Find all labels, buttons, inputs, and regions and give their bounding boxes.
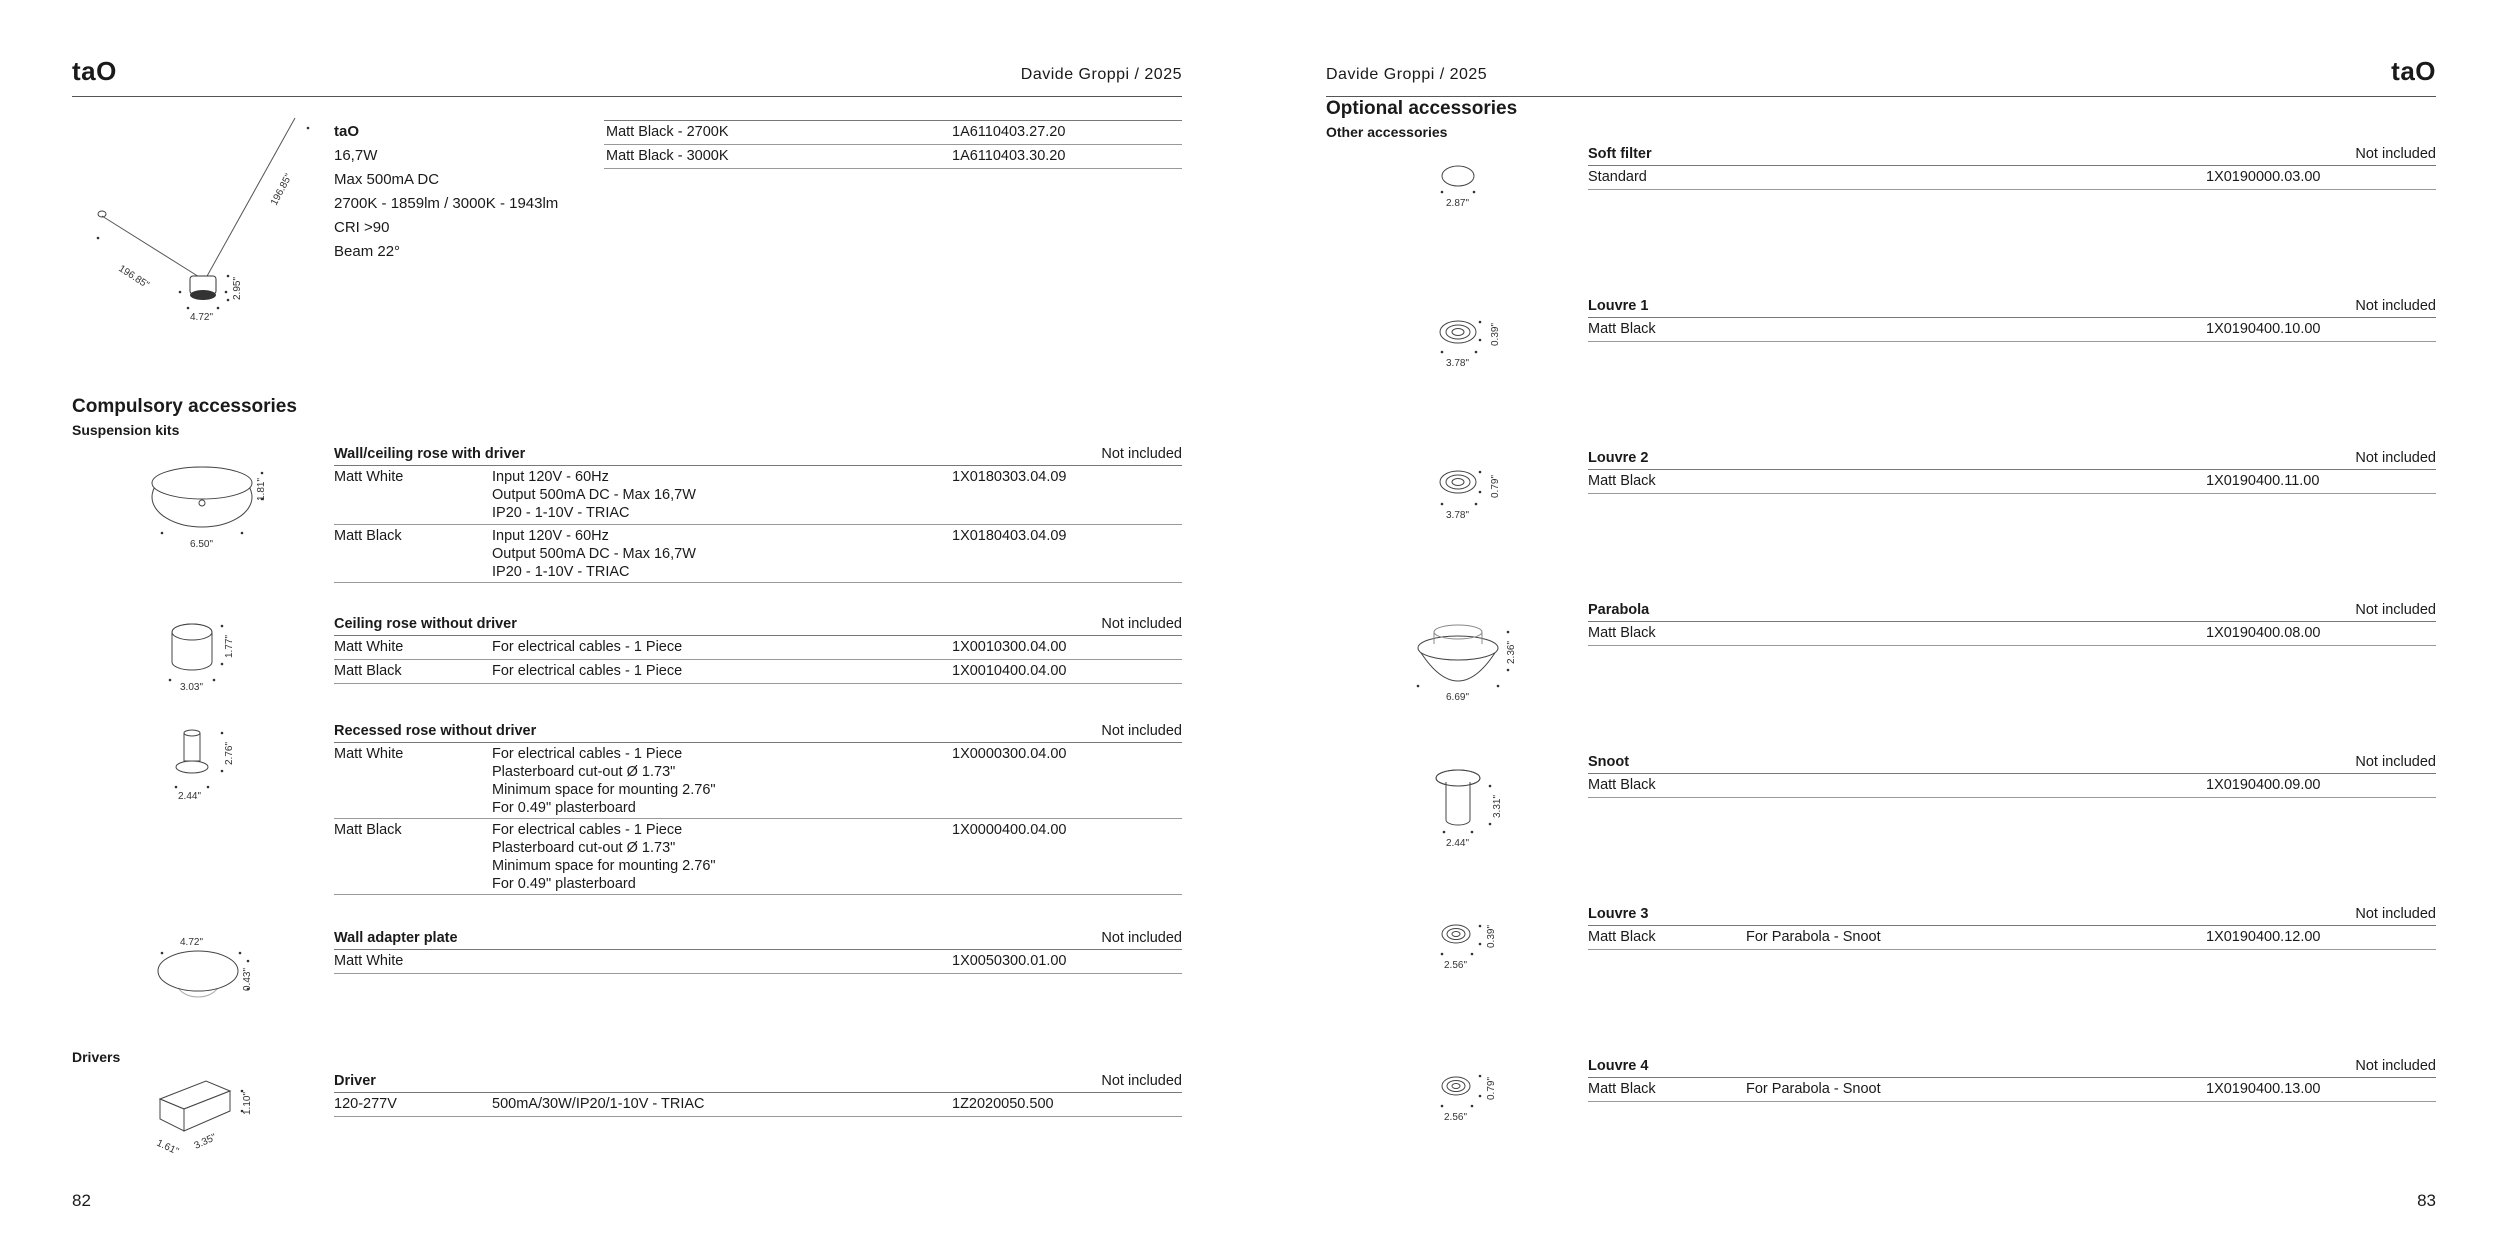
table-row	[1588, 166, 2436, 190]
dim-plate-width: 4.72"	[180, 937, 204, 948]
product-specs	[334, 120, 574, 264]
group-title: Soft filter	[1588, 146, 1652, 162]
group-title: Snoot	[1588, 754, 1630, 770]
row-finish: 120-277V	[334, 1096, 397, 1112]
row-finish: Matt Black	[334, 528, 402, 544]
table-row	[334, 950, 1182, 974]
desc-line: Output 500mA DC - Max 16,7W	[492, 546, 696, 562]
dim-louvre-1-height: 0.39"	[1490, 322, 1501, 346]
group-title: Recessed rose without driver	[334, 723, 537, 739]
dim-louvre-1-width: 3.78"	[1446, 358, 1470, 369]
group-note: Not included	[1101, 723, 1182, 739]
dim-louvre-2-width: 3.78"	[1446, 510, 1470, 521]
table-row	[334, 636, 1182, 660]
group-note: Not included	[2355, 146, 2436, 162]
table-header	[334, 614, 1182, 636]
dim-louvre-4-height: 0.79"	[1486, 1076, 1497, 1100]
dim-fixture-width: 4.72"	[190, 312, 214, 323]
dim-louvre-2-height: 0.79"	[1490, 474, 1501, 498]
dim-cable-a: 196.85"	[268, 172, 295, 208]
dim-snoot-width: 2.44"	[1446, 838, 1470, 849]
tao-fixture-drawing	[80, 110, 320, 330]
table-header	[334, 1071, 1182, 1093]
row-finish: Matt White	[334, 469, 404, 485]
parabola-drawing	[1410, 614, 1520, 706]
row-finish: Matt Black	[1588, 1081, 1656, 1097]
desc-line: For electrical cables - 1 Piece	[492, 746, 683, 762]
row-finish: Matt White	[334, 953, 404, 969]
louvre-2-drawing	[1430, 462, 1510, 526]
group-note: Not included	[2355, 602, 2436, 618]
ceiling-rose-drawing	[160, 618, 260, 698]
group-title: Driver	[334, 1073, 376, 1089]
desc-line: Input 120V - 60Hz	[492, 528, 609, 544]
dim-parabola-width: 6.69"	[1446, 692, 1470, 703]
group-title: Parabola	[1588, 602, 1650, 618]
desc-line: For electrical cables - 1 Piece	[492, 822, 683, 838]
louvre-1-table	[1588, 296, 2436, 342]
group-title: Louvre 3	[1588, 906, 1649, 922]
row-code: 1X0010400.04.00	[952, 663, 1067, 679]
dim-louvre-3-width: 2.56"	[1444, 960, 1468, 971]
table-row	[1588, 318, 2436, 342]
row-code: 1X0190400.12.00	[2206, 929, 2321, 945]
louvre-4-table	[1588, 1056, 2436, 1102]
table-header	[1588, 296, 2436, 318]
table-row	[1588, 1078, 2436, 1102]
right-brand-title: taO	[2391, 56, 2436, 86]
row-desc	[492, 527, 696, 581]
table-row	[604, 121, 1182, 145]
dim-louvre-4-width: 2.56"	[1444, 1112, 1468, 1123]
group-title: Louvre 4	[1588, 1058, 1649, 1074]
dim-cable-b: 196.85"	[116, 263, 151, 292]
variant-code: 1A6110403.27.20	[952, 124, 1066, 140]
row-code: 1X0190000.03.00	[2206, 169, 2321, 185]
group-title: Louvre 2	[1588, 450, 1649, 466]
dim-louvre-3-height: 0.39"	[1486, 924, 1497, 948]
group-title: Wall adapter plate	[334, 930, 458, 946]
row-desc: For Parabola - Snoot	[1746, 1081, 1881, 1097]
table-row	[604, 145, 1182, 169]
group-title: Wall/ceiling rose with driver	[334, 446, 526, 462]
desc-line: Input 120V - 60Hz	[492, 469, 609, 485]
row-code: 1X0190400.13.00	[2206, 1081, 2321, 1097]
desc-line: For 0.49" plasterboard	[492, 876, 636, 892]
left-page-number: 82	[72, 1191, 91, 1210]
table-header	[1588, 448, 2436, 470]
desc-line: Plasterboard cut-out Ø 1.73"	[492, 840, 676, 856]
row-finish: Matt Black	[1588, 321, 1656, 337]
desc-line: Minimum space for mounting 2.76"	[492, 782, 716, 798]
right-header-credit: Davide Groppi / 2025	[1326, 66, 1488, 83]
row-code: 1X0180403.04.09	[952, 528, 1067, 544]
soft-filter-drawing	[1430, 158, 1510, 218]
right-page-number: 83	[2417, 1191, 2436, 1210]
row-code: 1X0190400.08.00	[2206, 625, 2321, 641]
wall-adapter-plate-drawing	[150, 933, 260, 1023]
row-desc	[492, 821, 716, 893]
left-header-credit: Davide Groppi / 2025	[1020, 66, 1182, 83]
table-row	[334, 819, 1182, 895]
group-note: Not included	[2355, 450, 2436, 466]
row-finish: Matt Black	[1588, 473, 1656, 489]
row-desc: 500mA/30W/IP20/1-10V - TRIAC	[492, 1096, 705, 1112]
drivers-subtitle: Drivers	[72, 1049, 121, 1065]
dim-driver-height: 1.10"	[242, 1091, 253, 1115]
table-row	[334, 466, 1182, 525]
row-finish: Matt White	[334, 639, 404, 655]
table-row	[334, 743, 1182, 819]
table-header	[1588, 1056, 2436, 1078]
driver-box-drawing	[150, 1075, 270, 1165]
louvre-4-drawing	[1430, 1070, 1510, 1134]
table-row	[334, 525, 1182, 583]
table-row	[1588, 926, 2436, 950]
row-finish: Matt White	[334, 746, 404, 762]
row-desc: For electrical cables - 1 Piece	[492, 639, 683, 655]
row-finish: Matt Black	[334, 822, 402, 838]
recessed-rose-drawing	[160, 725, 260, 810]
group-note: Not included	[2355, 1058, 2436, 1074]
row-code: 1X0190400.11.00	[2206, 473, 2320, 489]
louvre-3-drawing	[1430, 918, 1510, 982]
dim-rose-width: 6.50"	[190, 539, 214, 550]
compulsory-accessories-title: Compulsory accessories	[72, 396, 297, 417]
table-row	[1588, 622, 2436, 646]
dim-ceiling-rose-height: 1.77"	[224, 634, 235, 658]
wall-adapter-plate-table	[334, 928, 1182, 974]
row-code: 1X0050300.01.00	[952, 953, 1067, 969]
row-desc	[492, 468, 696, 522]
table-row	[1588, 774, 2436, 798]
row-code: 1X0000400.04.00	[952, 822, 1067, 838]
table-header	[1588, 904, 2436, 926]
dim-fixture-height: 2.95"	[232, 276, 243, 300]
louvre-1-drawing	[1430, 310, 1510, 374]
driver-table	[334, 1071, 1182, 1117]
desc-line: Plasterboard cut-out Ø 1.73"	[492, 764, 676, 780]
table-header	[1588, 600, 2436, 622]
louvre-2-table	[1588, 448, 2436, 494]
spec-cri: CRI >90	[334, 219, 390, 236]
spec-lumen: 2700K - 1859lm / 3000K - 1943lm	[334, 195, 559, 212]
desc-line: Minimum space for mounting 2.76"	[492, 858, 716, 874]
row-finish: Standard	[1588, 169, 1647, 185]
dim-recessed-height: 2.76"	[224, 741, 235, 765]
row-code: 1X0190400.09.00	[2206, 777, 2321, 793]
group-title: Ceiling rose without driver	[334, 616, 517, 632]
row-desc	[492, 745, 716, 817]
left-header-rule	[72, 96, 1182, 97]
dim-soft-filter-width: 2.87"	[1446, 198, 1470, 209]
dim-ceiling-rose-width: 3.03"	[180, 682, 204, 693]
row-finish: Matt Black	[1588, 929, 1656, 945]
parabola-table	[1588, 600, 2436, 646]
soft-filter-table	[1588, 144, 2436, 190]
snoot-drawing	[1424, 766, 1514, 856]
variant-finish: Matt Black - 2700K	[606, 124, 729, 140]
group-note: Not included	[1101, 446, 1182, 462]
row-code: 1X0000300.04.00	[952, 746, 1067, 762]
desc-line: Output 500mA DC - Max 16,7W	[492, 487, 696, 503]
snoot-table	[1588, 752, 2436, 798]
left-brand-title: taO	[72, 56, 117, 86]
table-row	[1588, 470, 2436, 494]
dim-recessed-width: 2.44"	[178, 791, 202, 802]
product-name: taO	[334, 123, 360, 140]
row-finish: Matt Black	[1588, 625, 1656, 641]
dim-driver-width: 3.35"	[192, 1132, 219, 1152]
dim-driver-depth: 1.61"	[154, 1137, 181, 1158]
recessed-rose-table	[334, 721, 1182, 895]
desc-line: IP20 - 1-10V - TRIAC	[492, 564, 630, 580]
spec-current: Max 500mA DC	[334, 171, 440, 188]
group-note: Not included	[1101, 930, 1182, 946]
table-header	[334, 928, 1182, 950]
table-header	[334, 444, 1182, 466]
wall-ceiling-rose-table	[334, 444, 1182, 583]
group-note: Not included	[2355, 298, 2436, 314]
right-header-rule	[1326, 96, 2436, 97]
louvre-3-table	[1588, 904, 2436, 950]
group-note: Not included	[1101, 616, 1182, 632]
ceiling-rose-table	[334, 614, 1182, 684]
variant-code: 1A6110403.30.20	[952, 148, 1066, 164]
product-variant-table	[604, 120, 1182, 169]
row-finish: Matt Black	[1588, 777, 1656, 793]
spec-power: 16,7W	[334, 147, 378, 164]
suspension-kits-subtitle: Suspension kits	[72, 422, 180, 438]
dim-plate-height: 0.43"	[242, 967, 253, 991]
row-finish: Matt Black	[334, 663, 402, 679]
other-accessories-subtitle: Other accessories	[1326, 124, 1448, 140]
dim-parabola-height: 2.36"	[1506, 640, 1517, 664]
table-header	[1588, 144, 2436, 166]
row-code: 1X0180303.04.09	[952, 469, 1067, 485]
row-code: 1X0010300.04.00	[952, 639, 1067, 655]
group-note: Not included	[2355, 754, 2436, 770]
optional-accessories-title: Optional accessories	[1326, 98, 1518, 119]
dim-rose-height: 1.81"	[256, 477, 267, 501]
desc-line: For 0.49" plasterboard	[492, 800, 636, 816]
group-title: Louvre 1	[1588, 298, 1649, 314]
table-row	[334, 660, 1182, 684]
group-note: Not included	[2355, 906, 2436, 922]
row-code: 1Z2020050.500	[952, 1096, 1054, 1112]
wall-ceiling-rose-drawing	[150, 455, 270, 555]
dim-snoot-height: 3.31"	[1492, 794, 1503, 818]
row-desc: For Parabola - Snoot	[1746, 929, 1881, 945]
group-note: Not included	[1101, 1073, 1182, 1089]
spec-beam: Beam 22°	[334, 243, 401, 260]
variant-finish: Matt Black - 3000K	[606, 148, 729, 164]
desc-line: IP20 - 1-10V - TRIAC	[492, 505, 630, 521]
table-header	[1588, 752, 2436, 774]
table-header	[334, 721, 1182, 743]
row-code: 1X0190400.10.00	[2206, 321, 2321, 337]
table-row	[334, 1093, 1182, 1117]
row-desc: For electrical cables - 1 Piece	[492, 663, 683, 679]
